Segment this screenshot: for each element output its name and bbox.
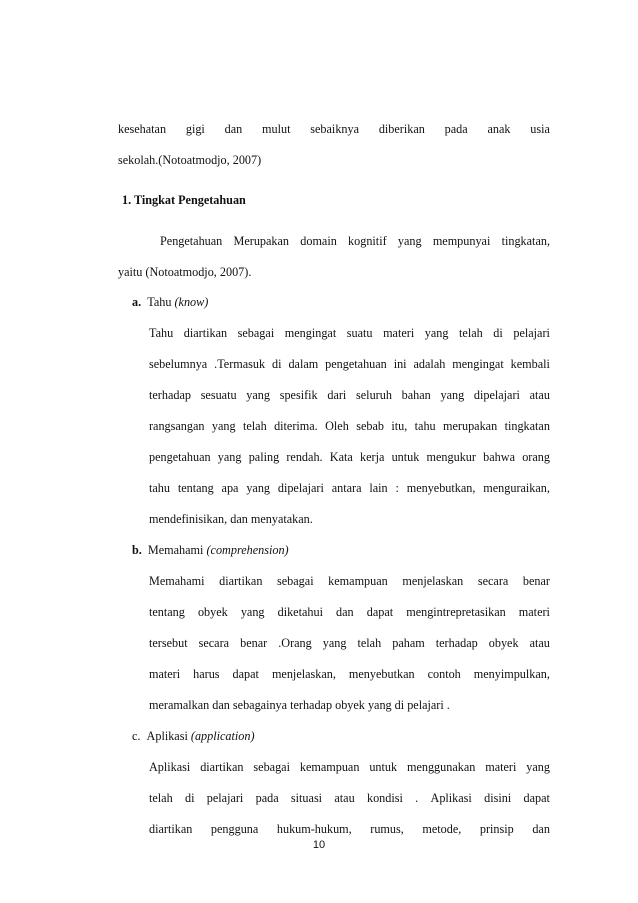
word: apa	[221, 481, 239, 495]
word: paham	[392, 636, 425, 650]
word: telah	[357, 636, 382, 650]
subheading-b: b. Memahami (comprehension)	[132, 543, 289, 557]
word: pada	[444, 122, 468, 136]
word: telah	[242, 419, 267, 433]
word: sebagai	[237, 326, 275, 340]
word: disini	[484, 791, 512, 805]
word: bahan	[401, 388, 431, 402]
word: telah	[459, 326, 483, 340]
word: yang	[240, 605, 265, 619]
body-line-a2	[149, 357, 550, 372]
body-line-b1	[149, 574, 550, 589]
word: diartikan	[183, 326, 228, 340]
word: rangsangan	[149, 419, 205, 433]
word: materi	[149, 667, 181, 681]
word: menyimpulkan,	[473, 667, 550, 681]
word: adalah	[413, 357, 446, 371]
word: yang	[440, 388, 465, 402]
word: yang	[246, 388, 270, 402]
section-heading-1: 1. Tingkat Pengetahuan	[122, 193, 246, 207]
word: dapat	[523, 791, 550, 805]
body-line-c2	[149, 791, 550, 806]
word: dapat	[232, 667, 259, 681]
word: tentang	[177, 481, 214, 495]
word: mulut	[262, 122, 291, 136]
body-line-a7: mendefinisikan, dan menyatakan.	[149, 512, 313, 526]
word: lain	[369, 481, 388, 495]
word: materi	[518, 605, 550, 619]
word: tahu	[149, 481, 170, 495]
word: pengguna	[210, 822, 259, 836]
word: secara	[198, 636, 230, 650]
word: yang	[397, 234, 422, 248]
subheading-c: c. Aplikasi (application)	[132, 729, 255, 743]
word: benar	[240, 636, 268, 650]
word: kognitif	[348, 234, 387, 248]
word: kerja	[360, 450, 385, 464]
word: tingkatan,	[501, 234, 550, 248]
body-line-c3	[149, 822, 550, 837]
word: mengingat	[452, 357, 504, 371]
paragraph-line-1	[160, 234, 550, 249]
word: itu,	[391, 419, 408, 433]
word: tersebut	[149, 636, 188, 650]
word: dipelajari	[277, 481, 324, 495]
body-line-a1	[149, 326, 550, 341]
word: menjelaskan	[402, 574, 464, 588]
paragraph-line-2: yaitu (Notoatmodjo, 2007).	[118, 265, 252, 279]
word: rendah.	[286, 450, 323, 464]
word: .Termasuk	[214, 357, 266, 371]
word: metode,	[422, 822, 462, 836]
word: yang	[246, 481, 271, 495]
body-line-1	[118, 122, 550, 137]
word: anak	[487, 122, 511, 136]
word: untuk	[369, 760, 398, 774]
word: materi	[485, 760, 517, 774]
word: tingkatan	[504, 419, 550, 433]
word: atau	[334, 791, 355, 805]
word: pada	[255, 791, 279, 805]
word: mengintrepretasikan	[406, 605, 506, 619]
word: bahwa	[483, 450, 515, 464]
word: dipelajari	[473, 388, 520, 402]
word: kembali	[510, 357, 550, 371]
word: menggunakan	[406, 760, 476, 774]
word: obyek	[197, 605, 228, 619]
word: materi	[383, 326, 415, 340]
word: .	[415, 791, 419, 805]
word: diketahui	[277, 605, 323, 619]
word: diartikan	[200, 760, 244, 774]
word: kondisi	[366, 791, 403, 805]
body-line-b5: meramalkan dan sebagainya terhadap obyek yang di pelajari .	[149, 698, 450, 712]
word: Aplikasi	[430, 791, 472, 805]
word: sebagai	[253, 760, 290, 774]
word: atau	[529, 388, 550, 402]
word: domain	[300, 234, 337, 248]
word: dan	[336, 605, 354, 619]
word: menyebutkan,	[406, 481, 476, 495]
word: contoh	[427, 667, 461, 681]
word: mempunyai	[432, 234, 491, 248]
word: suatu	[346, 326, 373, 340]
word: yang	[526, 760, 550, 774]
word: obyek	[488, 636, 519, 650]
word: sebagai	[277, 574, 314, 588]
word: merupakan	[443, 419, 498, 433]
word: terhadap	[149, 388, 191, 402]
word: sebelumnya	[149, 357, 208, 371]
word: kemampuan	[299, 760, 360, 774]
word: Merupakan	[233, 234, 290, 248]
word: spesifik	[279, 388, 318, 402]
word: yang	[211, 419, 236, 433]
word: sebab	[356, 419, 384, 433]
body-line-c1	[149, 760, 550, 775]
word: gigi	[185, 122, 205, 136]
word: antara	[331, 481, 362, 495]
word: diartikan	[219, 574, 263, 588]
word: diartikan	[149, 822, 193, 836]
word: atau	[529, 636, 550, 650]
word: dan	[532, 822, 550, 836]
body-line-b4	[149, 667, 550, 682]
word: sebaiknya	[310, 122, 360, 136]
word: diterima.	[274, 419, 318, 433]
word: pengetahuan	[325, 357, 387, 371]
word: menguraikan,	[483, 481, 550, 495]
word: .Orang	[278, 636, 312, 650]
word: benar	[522, 574, 550, 588]
word: dapat	[366, 605, 394, 619]
word: mengingat	[284, 326, 337, 340]
body-line-a3	[149, 388, 550, 403]
body-line-a5	[149, 450, 550, 465]
word: pelajari	[513, 326, 550, 340]
word: menjelaskan,	[271, 667, 336, 681]
word: :	[395, 481, 399, 495]
word: yang	[322, 636, 347, 650]
word: tahu	[414, 419, 436, 433]
word: Oleh	[325, 419, 349, 433]
word: Kata	[329, 450, 353, 464]
word: Tahu	[149, 326, 174, 340]
body-line-2: sekolah.(Notoatmodjo, 2007)	[118, 153, 262, 167]
word: Memahami	[149, 574, 205, 588]
word: pengetahuan	[149, 450, 211, 464]
body-line-b2	[149, 605, 550, 620]
word: paling	[248, 450, 280, 464]
word: mengukur	[426, 450, 476, 464]
word: tentang	[149, 605, 185, 619]
word: kesehatan	[118, 122, 167, 136]
word: Aplikasi	[149, 760, 191, 774]
word: prinsip	[479, 822, 514, 836]
word: harus	[193, 667, 220, 681]
word: ini	[393, 357, 407, 371]
word: untuk	[391, 450, 420, 464]
word: dan	[224, 122, 243, 136]
word: dalam	[288, 357, 319, 371]
word: rumus,	[370, 822, 404, 836]
body-line-a4	[149, 419, 550, 434]
word: sesuatu	[200, 388, 237, 402]
word: di	[493, 326, 503, 340]
word: diberikan	[378, 122, 425, 136]
word: yang	[217, 450, 242, 464]
word: hukum-hukum,	[276, 822, 352, 836]
body-line-a6	[149, 481, 550, 496]
word: usia	[530, 122, 550, 136]
word: yang	[424, 326, 449, 340]
word: telah	[149, 791, 173, 805]
word: menyebutkan	[348, 667, 415, 681]
word: secara	[477, 574, 509, 588]
subheading-a: a. Tahu (know)	[132, 295, 209, 309]
word: di	[272, 357, 282, 371]
word: orang	[522, 450, 550, 464]
word: kemampuan	[328, 574, 388, 588]
word: dari	[327, 388, 347, 402]
word: situasi	[290, 791, 323, 805]
word: Pengetahuan	[160, 234, 223, 248]
word: pelajari	[206, 791, 244, 805]
word: di	[184, 791, 195, 805]
body-line-b3	[149, 636, 550, 651]
page-number: 10	[312, 839, 326, 851]
word: seluruh	[356, 388, 392, 402]
word: terhadap	[435, 636, 478, 650]
